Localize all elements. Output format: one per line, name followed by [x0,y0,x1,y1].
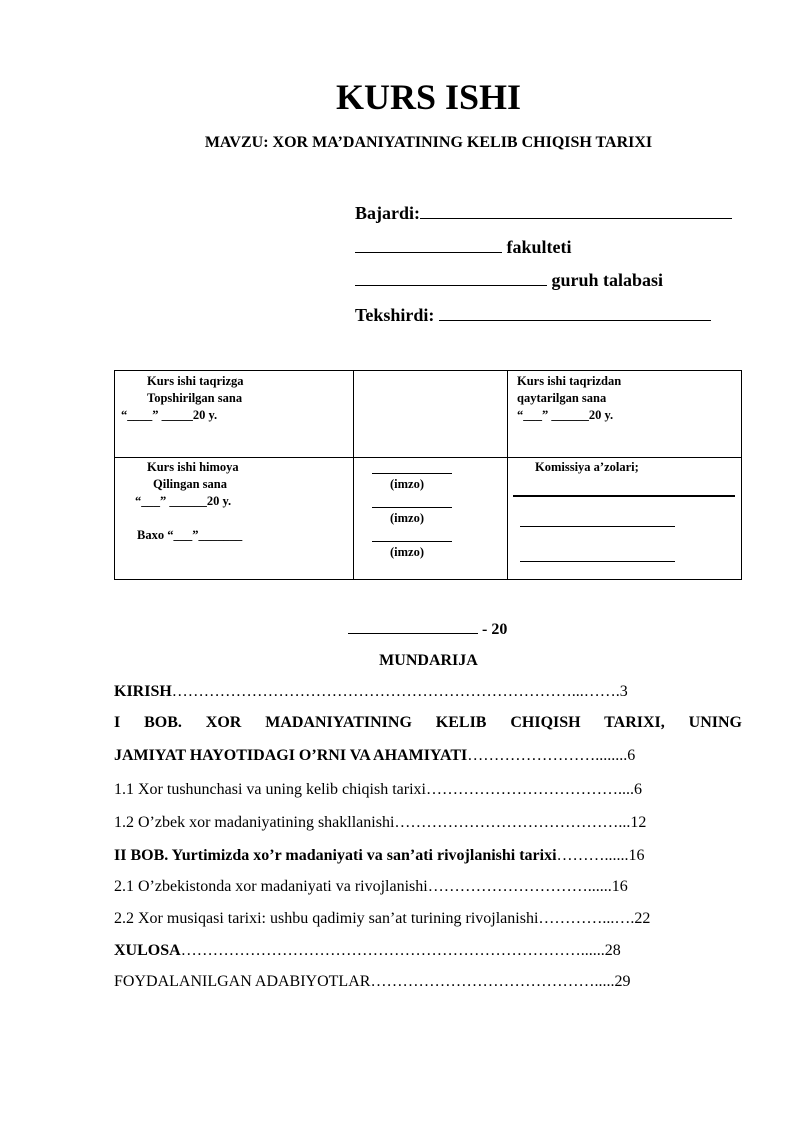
toc-entry-page: 3 [619,683,628,700]
toc-entry-title: I BOB. XOR MADANIYATINING KELIB CHIQISH TARIXI, UNING [114,714,742,731]
table-column-divider [507,371,508,579]
guruh-blank [355,270,547,286]
table-row-divider [115,457,741,458]
toc-entry-dots: ……………………………….... [425,781,634,798]
grade-field: Baxo “___”_______ [137,528,243,542]
toc-entry [114,683,742,701]
toc-entry-title: 1.2 O’zbek xor madaniyatining shakllanishi [114,814,395,831]
bajardi-label: Bajardi: [355,203,420,223]
toc-entry-dots: …………………………...... [427,878,612,895]
year-label: - 20 [482,621,508,638]
toc-entry-title: 2.1 O’zbekistonda xor madaniyati va rivojlanishi [114,878,428,895]
toc-entry-title-continued: JAMIYAT HAYOTIDAGI O’RNI VA AHAMIYATI [114,747,468,764]
toc-entry-page: 29 [614,973,631,990]
return-label: Kurs ishi taqrizdan [517,374,622,388]
toc-entry-dots: ………...... [556,847,629,864]
toc-entry-dots: …………………………………………………………………...……. [171,683,620,700]
defense-date-label: Qilingan sana [153,477,227,491]
commission-label: Komissiya a’zolari; [535,460,639,474]
toc-entry [114,781,742,799]
toc-entry-page: 22 [634,910,651,927]
toc-entry-title: FOYDALANILGAN ADABIYOTLAR [114,973,371,990]
tekshirdi-label: Tekshirdi: [355,305,435,325]
toc-entry-dots: ……………………........ [467,747,628,764]
review-table [114,370,742,580]
bajardi-blank [420,203,732,219]
toc-entry-page: 16 [628,847,645,864]
toc-entry [114,847,742,865]
tekshirdi-row [355,305,711,326]
toc-entry-page: 6 [627,747,636,764]
submission-date-field: “____” _____20 y. [121,408,218,422]
submission-label: Kurs ishi taqrizga [147,374,244,388]
toc-entry-page: 16 [611,878,628,895]
submission-date-label: Topshirilgan sana [147,391,243,405]
defense-label: Kurs ishi himoya [147,460,239,474]
toc-entry-dots: ……………………………………... [394,814,631,831]
toc-entry [114,814,742,832]
commission-signature-line [513,495,735,497]
fakulteti-blank [355,237,502,253]
year-row [348,618,507,639]
defense-date-field: “___” ______20 y. [135,494,232,508]
imzo-label: (imzo) [390,545,425,559]
toc-entry-page: 28 [604,942,621,959]
bajardi-row [355,203,732,224]
year-blank [348,618,478,634]
toc-entry-title: II BOB. Yurtimizda xo’r madaniyati va san’ati rivojlanishi tarixi [114,847,557,864]
toc-entry-page: 12 [630,814,647,831]
toc-entry [114,942,742,960]
imzo-label: (imzo) [390,477,425,491]
toc-entry-page: 6 [633,781,642,798]
toc-entry [114,747,742,765]
return-date-field: “___” ______20 y. [517,408,614,422]
toc-entry [114,973,742,991]
toc-entry [114,910,742,928]
toc-entry-title: KIRISH [114,683,172,700]
commission-signature-line [520,526,675,527]
imzo-label: (imzo) [390,511,425,525]
toc-entry-title: XULOSA [114,942,181,959]
toc-entry-dots: ……………………………………..... [370,973,615,990]
guruh-row [355,270,663,291]
toc-heading: MUNDARIJA [379,652,478,669]
document-topic: MAVZU: XOR MA’DANIYATINING KELIB CHIQISH TARIXI [204,134,653,151]
guruh-label: guruh talabasi [551,270,664,290]
commission-signature-line [520,561,675,562]
toc-entry-title: 1.1 Xor tushunchasi va uning kelib chiqish tarixi [114,781,426,798]
document-title: KURS ISHI [335,77,522,117]
toc-entry-title: 2.2 Xor musiqasi tarixi: ushbu qadimiy san’at turining rivojlanishi [114,910,539,927]
tekshirdi-blank [439,305,711,321]
signature-line [372,541,452,542]
fakulteti-label: fakulteti [506,237,572,257]
table-column-divider [353,371,354,579]
return-date-label: qaytarilgan sana [517,391,607,405]
toc-entry [114,878,742,896]
toc-entry-dots: …………………………………………………………………...... [180,942,605,959]
signature-line [372,473,452,474]
signature-line [372,507,452,508]
toc-entry-dots: …………...…. [538,910,635,927]
fakulteti-row [355,237,572,258]
